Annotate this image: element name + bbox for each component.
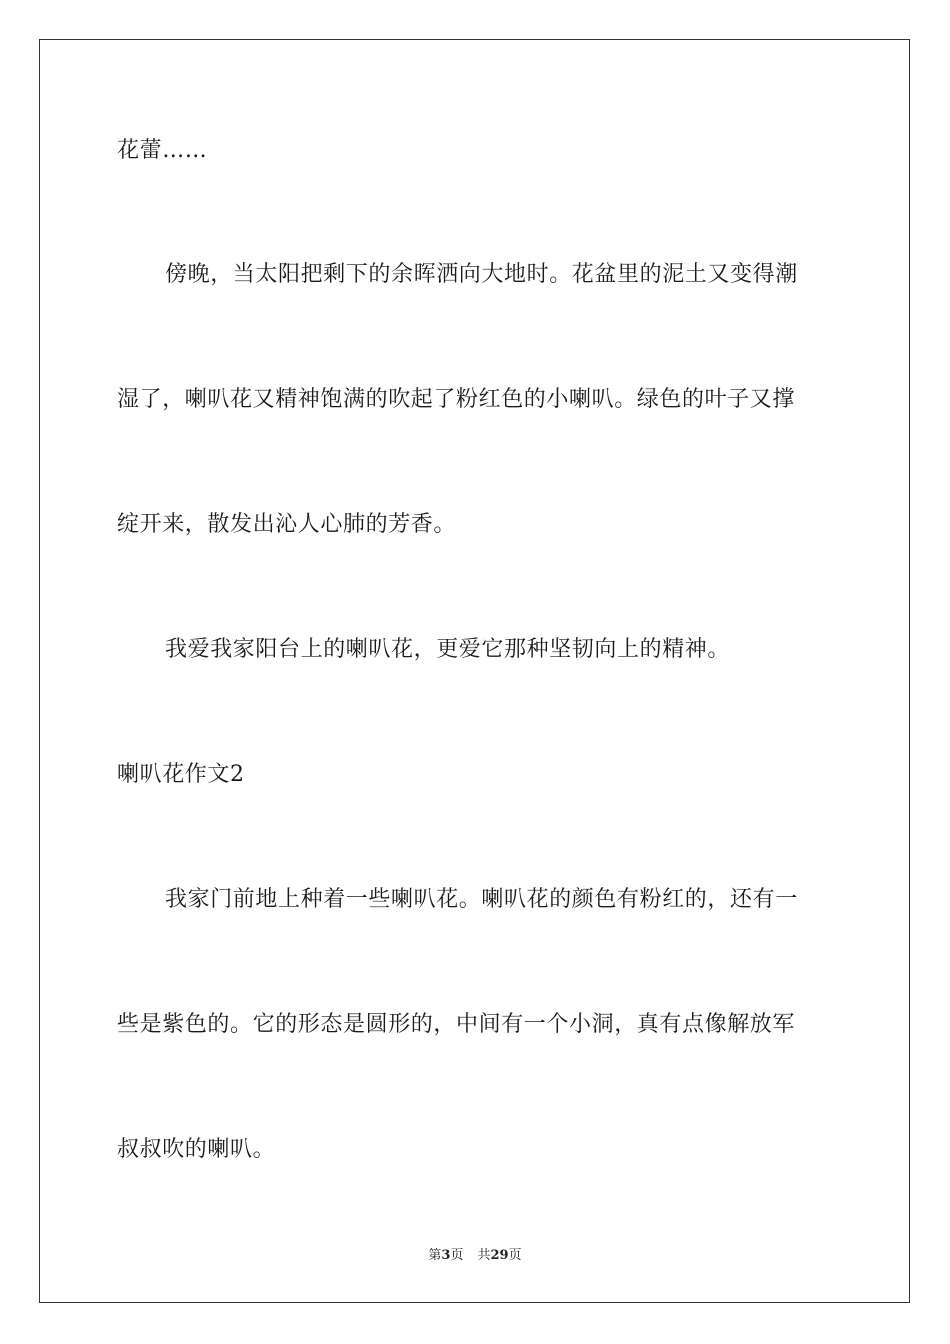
paragraph-evening-line-3: 绽开来，散发出沁人心肺的芳香。 [117,512,457,537]
total-suffix: 页 [508,1248,522,1263]
total-prefix: 共 [477,1248,491,1263]
paragraph-evening-line-2: 湿了，喇叭花又精神饱满的吹起了粉红色的小喇叭。绿色的叶子又撑 [117,387,796,412]
page-footer [0,1247,950,1265]
page-number: 3 [441,1248,451,1263]
page-prefix: 第 [428,1248,442,1263]
page-suffix: 页 [450,1248,464,1263]
paragraph-garden-line-3: 叔叔吹的喇叭。 [117,1137,276,1162]
paragraph-garden-line-2: 些是紫色的。它的形态是圆形的，中间有一个小洞，真有点像解放军 [117,1012,796,1037]
section-heading: 喇叭花作文2 [117,762,245,787]
paragraph-evening-line-1: 傍晚，当太阳把剩下的余晖洒向大地时。花盆里的泥土又变得潮 [165,262,798,287]
paragraph-love-line: 我爱我家阳台上的喇叭花，更爱它那种坚韧向上的精神。 [165,637,731,662]
text-line-continuation: 花蕾…… [117,138,208,163]
paragraph-garden-line-1: 我家门前地上种着一些喇叭花。喇叭花的颜色有粉红的，还有一 [165,887,798,912]
total-pages: 29 [490,1248,509,1263]
page-border [39,39,910,1303]
